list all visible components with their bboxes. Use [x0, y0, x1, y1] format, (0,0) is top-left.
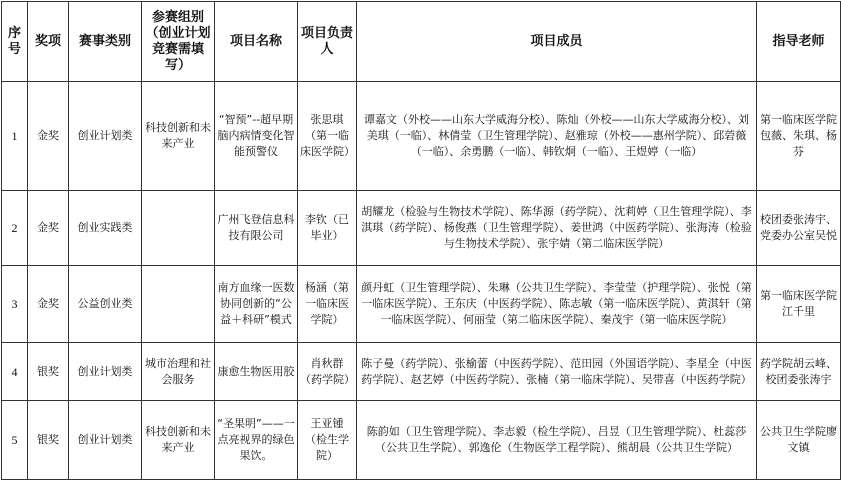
- cell-project: 广州飞登信息科技有限公司: [215, 191, 298, 266]
- table-row: [2, 401, 841, 480]
- cell-index: 2: [2, 191, 28, 266]
- cell-award: 银奖: [28, 401, 69, 480]
- table-row: [2, 82, 841, 191]
- cell-index: 3: [2, 266, 28, 343]
- header-index: 序号: [2, 2, 28, 82]
- cell-group: 科技创新和未来产业: [142, 401, 215, 480]
- cell-index: 4: [2, 343, 28, 401]
- table-row: [2, 266, 841, 343]
- cell-category: 创业计划类: [69, 343, 142, 401]
- cell-category: 创业计划类: [69, 82, 142, 191]
- cell-advisor: 第一临床医学院江千里: [757, 266, 841, 343]
- cell-award: 金奖: [28, 191, 69, 266]
- cell-leader: 张思琪（第一临床医学院）: [298, 82, 357, 191]
- cell-advisor: 公共卫生学院廖文镇: [757, 401, 841, 480]
- header-members: 项目成员: [357, 2, 757, 82]
- cell-project: “智预”--超早期脑内病情变化智能预警仪: [215, 82, 298, 191]
- cell-category: 创业计划类: [69, 401, 142, 480]
- cell-index: 1: [2, 82, 28, 191]
- cell-group: [142, 266, 215, 343]
- cell-leader: 李钦（已毕业）: [298, 191, 357, 266]
- cell-leader: 杨涵（第一临床医学院）: [298, 266, 357, 343]
- cell-members: 谭嘉文（外校——山东大学威海分校）、陈灿（外校——山东大学威海分校）、刘美琪（一临）、林倩莹（卫生管理学院）、赵雅琼（外校——惠州学院）、邱菪薇（一临）、余勇鹏（一临）、韩钦炯（一临）、王煜婷（一临）: [357, 82, 757, 191]
- header-group: 参赛组别（创业计划竞赛需填写）: [142, 2, 215, 82]
- header-row: [2, 2, 841, 82]
- cell-leader: 王亚锺（检生学院）: [298, 401, 357, 480]
- cell-award: 金奖: [28, 266, 69, 343]
- cell-index: 5: [2, 401, 28, 480]
- cell-leader: 肖秋群（药学院）: [298, 343, 357, 401]
- cell-members: 颜丹虹（卫生管理学院）、朱琳（公共卫生学院）、李莹莹（护理学院）、张悦（第一临床医学院）、王东庆（中医药学院）、陈志敏（第一临床医学院）、黄淇轩（第一临床医学院）、何丽莹（第二临床医学院）、秦茂宇（第一临床医学院）: [357, 266, 757, 343]
- cell-project: 南方血缘一医数协同创新的“公益＋科研”模式: [215, 266, 298, 343]
- cell-award: 金奖: [28, 82, 69, 191]
- header-leader: 项目负责人: [298, 2, 357, 82]
- cell-advisor: 第一临床医学院包薇、朱琪、杨芬: [757, 82, 841, 191]
- cell-members: 陈韵如（卫生管理学院）、李志毅（检生学院）、吕昱（卫生管理学院）、杜蕊莎（公共卫生学院）、郭逸伦（生物医学工程学院）、熊胡晨（公共卫生学院）: [357, 401, 757, 480]
- cell-members: 胡耀龙（检验与生物技术学院）、陈华源（药学院）、沈莉婷（卫生管理学院）、李淇琪（药学院）、杨俊燕（卫生管理学院）、姜世鸿（中医药学院）、张海涛（检验与生物技术学院）、张宇婧（第二临床医学院）: [357, 191, 757, 266]
- table-row: [2, 191, 841, 266]
- header-project: 项目名称: [215, 2, 298, 82]
- header-category: 赛事类别: [69, 2, 142, 82]
- header-advisor: 指导老师: [757, 2, 841, 82]
- cell-group: 城市治理和社会服务: [142, 343, 215, 401]
- cell-advisor: 校团委张涛宇、党委办公室吴悦: [757, 191, 841, 266]
- award-table: [1, 1, 841, 480]
- cell-group: [142, 191, 215, 266]
- cell-award: 银奖: [28, 343, 69, 401]
- table-row: [2, 343, 841, 401]
- cell-category: 公益创业类: [69, 266, 142, 343]
- cell-advisor: 药学院胡云峰、校团委张涛宇: [757, 343, 841, 401]
- cell-project: “圣果明”——一点亮视界的绿色果饮。: [215, 401, 298, 480]
- header-award: 奖项: [28, 2, 69, 82]
- cell-project: 康愈生物医用胶: [215, 343, 298, 401]
- cell-group: 科技创新和未来产业: [142, 82, 215, 191]
- cell-members: 陈子曼（药学院）、张榆蕾（中医药学院）、范田园（外国语学院）、李星全（中医药学院）、赵艺婷（中医药学院）、张楠（第一临床学院）、吴带喜（中医药学院）: [357, 343, 757, 401]
- cell-category: 创业实践类: [69, 191, 142, 266]
